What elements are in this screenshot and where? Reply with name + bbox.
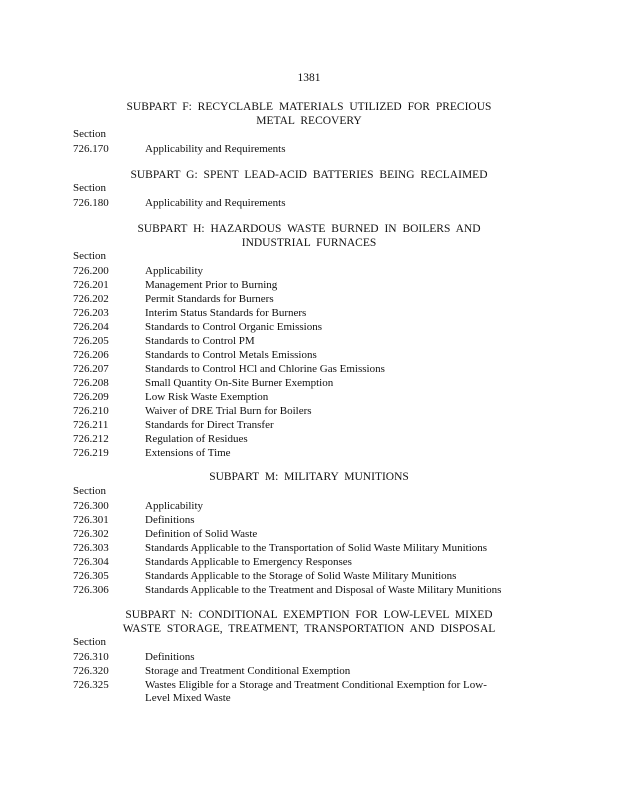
section-title: Management Prior to Burning xyxy=(145,279,278,291)
section-number: 726.320 xyxy=(73,665,109,677)
section-number: 726.219 xyxy=(73,447,109,459)
section-number: 726.209 xyxy=(73,391,109,403)
subpart-n-title-line-2: WASTE STORAGE, TREATMENT, TRANSPORTATION AND DISPOSAL xyxy=(122,623,496,635)
section-number: 726.300 xyxy=(73,500,109,512)
section-number: 726.170 xyxy=(73,143,109,155)
subpart-h-title-line-1: SUBPART H: HAZARDOUS WASTE BURNED IN BOILERS AND xyxy=(137,223,481,235)
section-number: 726.180 xyxy=(73,197,109,209)
section-title: Standards Applicable to the Treatment and Disposal of Waste Military Munitions xyxy=(145,584,502,596)
subpart-m-title: SUBPART M: MILITARY MUNITIONS xyxy=(209,471,409,483)
section-number: 726.206 xyxy=(73,349,109,361)
section-number: 726.211 xyxy=(73,419,109,431)
section-title: Interim Status Standards for Burners xyxy=(145,307,307,319)
section-number: 726.205 xyxy=(73,335,109,347)
section-number: 726.210 xyxy=(73,405,109,417)
section-number: 726.203 xyxy=(73,307,109,319)
section-title: Wastes Eligible for a Storage and Treatment Conditional Exemption for Low- xyxy=(145,679,487,691)
section-number: 726.305 xyxy=(73,570,109,582)
subpart-g-title: SUBPART G: SPENT LEAD-ACID BATTERIES BEING RECLAIMED xyxy=(130,169,488,181)
subpart-n-title-line-1: SUBPART N: CONDITIONAL EXEMPTION FOR LOW-LEVEL MIXED xyxy=(125,609,493,621)
section-label: Section xyxy=(73,128,106,140)
section-label: Section xyxy=(73,636,106,648)
section-title: Regulation of Residues xyxy=(145,433,248,445)
section-number: 726.204 xyxy=(73,321,109,333)
section-title: Applicability and Requirements xyxy=(145,197,286,209)
page-number: 1381 xyxy=(297,72,321,84)
subpart-f-title-line-1: SUBPART F: RECYCLABLE MATERIALS UTILIZED FOR PRECIOUS xyxy=(126,101,492,113)
section-title: Extensions of Time xyxy=(145,447,231,459)
section-label: Section xyxy=(73,485,106,497)
section-title: Waiver of DRE Trial Burn for Boilers xyxy=(145,405,312,417)
section-title: Standards Applicable to Emergency Responses xyxy=(145,556,352,568)
section-title: Applicability and Requirements xyxy=(145,143,286,155)
section-title: Storage and Treatment Conditional Exemption xyxy=(145,665,351,677)
section-number: 726.325 xyxy=(73,679,109,691)
section-label: Section xyxy=(73,250,106,262)
section-title-continuation: Level Mixed Waste xyxy=(145,692,231,704)
section-title: Applicability xyxy=(145,265,204,277)
section-number: 726.306 xyxy=(73,584,109,596)
section-number: 726.201 xyxy=(73,279,109,291)
section-number: 726.202 xyxy=(73,293,109,305)
section-title: Small Quantity On-Site Burner Exemption xyxy=(145,377,334,389)
section-title: Permit Standards for Burners xyxy=(145,293,274,305)
section-number: 726.310 xyxy=(73,651,109,663)
section-title: Standards to Control Organic Emissions xyxy=(145,321,323,333)
section-title: Standards Applicable to the Transportation of Solid Waste Military Munitions xyxy=(145,542,488,554)
section-number: 726.200 xyxy=(73,265,109,277)
section-title: Standards to Control Metals Emissions xyxy=(145,349,317,361)
section-title: Low Risk Waste Exemption xyxy=(145,391,269,403)
section-label: Section xyxy=(73,182,106,194)
section-number: 726.304 xyxy=(73,556,109,568)
subpart-h-title-line-2: INDUSTRIAL FURNACES xyxy=(241,237,377,249)
section-title: Standards to Control PM xyxy=(145,335,255,347)
section-title: Applicability xyxy=(145,500,204,512)
section-number: 726.208 xyxy=(73,377,109,389)
section-number: 726.303 xyxy=(73,542,109,554)
section-title: Definitions xyxy=(145,514,195,526)
section-title: Standards for Direct Transfer xyxy=(145,419,274,431)
subpart-f-title-line-2: METAL RECOVERY xyxy=(256,115,362,127)
section-number: 726.212 xyxy=(73,433,109,445)
section-number: 726.302 xyxy=(73,528,109,540)
section-number: 726.207 xyxy=(73,363,109,375)
section-number: 726.301 xyxy=(73,514,109,526)
section-title: Standards to Control HCl and Chlorine Gas Emissions xyxy=(145,363,385,375)
section-title: Definition of Solid Waste xyxy=(145,528,258,540)
section-title: Definitions xyxy=(145,651,195,663)
section-title: Standards Applicable to the Storage of Solid Waste Military Munitions xyxy=(145,570,457,582)
